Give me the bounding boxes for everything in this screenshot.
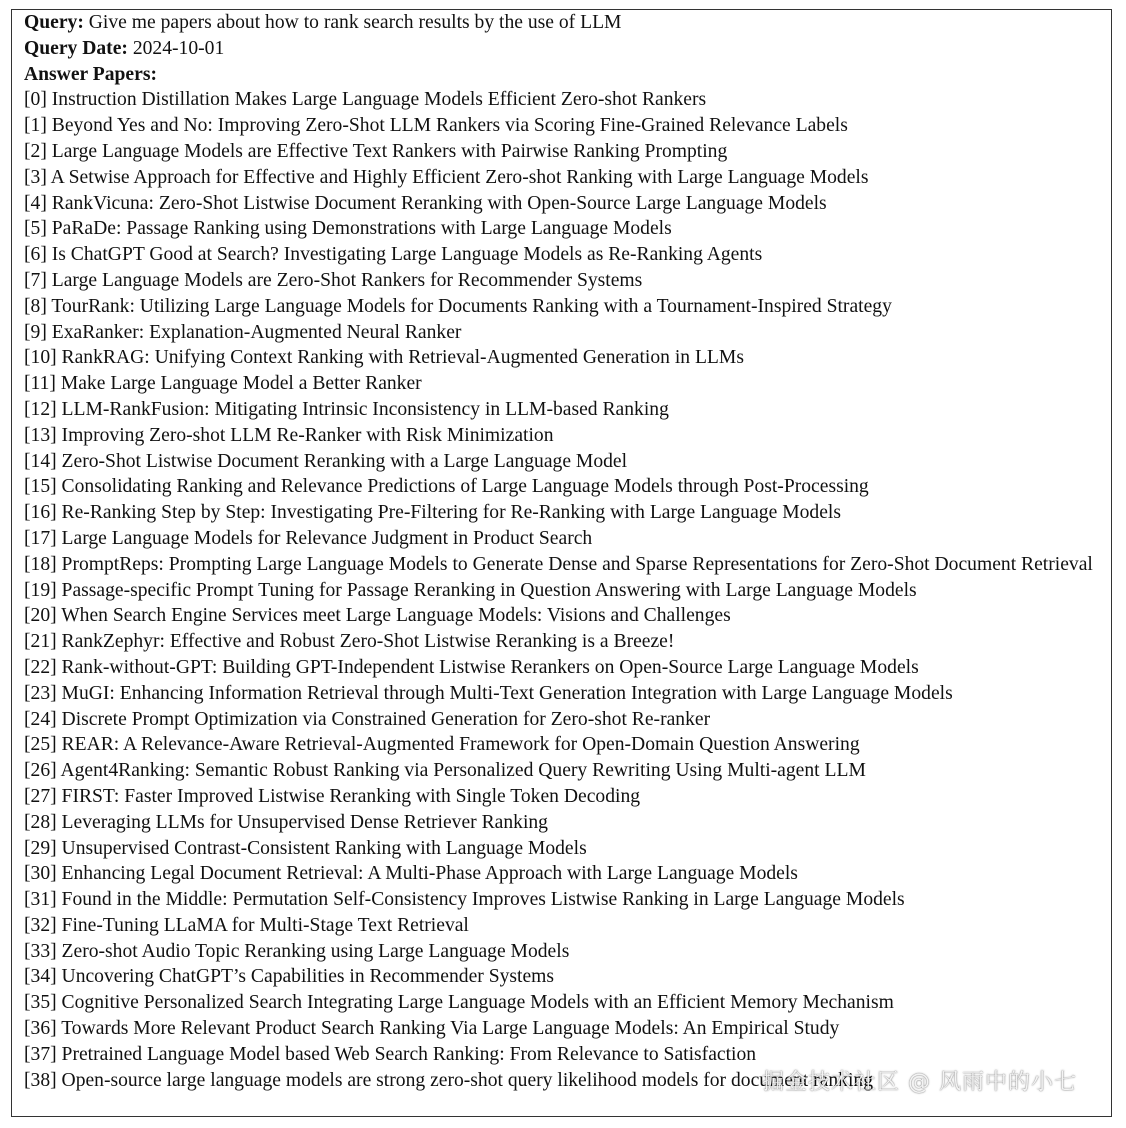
- query-line: [24, 10, 1106, 36]
- paper-item: [5] PaRaDe: Passage Ranking using Demonstrations with Large Language Models: [24, 218, 672, 240]
- paper-item: [13] Improving Zero-shot LLM Re-Ranker with Risk Minimization: [24, 424, 554, 446]
- query-date-line: [24, 36, 1106, 62]
- paper-item: [37] Pretrained Language Model based Web Search Ranking: From Relevance to Satisfaction: [24, 1043, 757, 1065]
- paper-item: [35] Cognitive Personalized Search Integrating Large Language Models with an Efficient Memory Mechanism: [24, 992, 894, 1014]
- paper-item: [3] A Setwise Approach for Effective and Highly Efficient Zero-shot Ranking with Large Language Models: [24, 166, 869, 188]
- paper-item: [0] Instruction Distillation Makes Large Language Models Efficient Zero-shot Rankers: [24, 89, 707, 111]
- paper-item: [7] Large Language Models are Zero-Shot Rankers for Recommender Systems: [24, 269, 643, 291]
- paper-item: [38] Open-source large language models are strong zero-shot query likelihood models for document ranking: [24, 1069, 873, 1091]
- paper-item: [11] Make Large Language Model a Better Ranker: [24, 373, 422, 395]
- query-date-text: 2024-10-01: [132, 37, 225, 59]
- paper-item: [36] Towards More Relevant Product Search Ranking Via Large Language Models: An Empirical Study: [24, 1018, 840, 1040]
- paper-item: [6] Is ChatGPT Good at Search? Investigating Large Language Models as Re-Ranking Agents: [24, 244, 763, 266]
- paper-item: [10] RankRAG: Unifying Context Ranking with Retrieval-Augmented Generation in LLMs: [24, 347, 744, 369]
- paper-item: [9] ExaRanker: Explanation-Augmented Neural Ranker: [24, 321, 462, 343]
- paper-item: [14] Zero-Shot Listwise Document Reranking with a Large Language Model: [24, 450, 628, 472]
- paper-item: [30] Enhancing Legal Document Retrieval: A Multi-Phase Approach with Large Language Models: [24, 863, 798, 885]
- watermark: 掘金技术社区 @ 风雨中的小七: [762, 1070, 1077, 1095]
- paper-item: [23] MuGI: Enhancing Information Retrieval through Multi-Text Generation Integration with Large Language Models: [24, 682, 953, 704]
- paper-item: [33] Zero-shot Audio Topic Reranking using Large Language Models: [24, 940, 570, 962]
- paper-item: [21] RankZephyr: Effective and Robust Zero-Shot Listwise Reranking is a Breeze!: [24, 631, 675, 653]
- answer-papers-label: Answer Papers:: [24, 63, 157, 85]
- paper-item: [25] REAR: A Relevance-Aware Retrieval-Augmented Framework for Open-Domain Question Answering: [24, 734, 860, 756]
- paper-item: [16] Re-Ranking Step by Step: Investigating Pre-Filtering for Re-Ranking with Large Language Models: [24, 502, 841, 524]
- paper-item: [15] Consolidating Ranking and Relevance Predictions of Large Language Models through Post-Processing: [24, 476, 869, 498]
- paper-item: [24] Discrete Prompt Optimization via Constrained Generation for Zero-shot Re-ranker: [24, 708, 711, 730]
- paper-item: [12] LLM-RankFusion: Mitigating Intrinsic Inconsistency in LLM-based Ranking: [24, 398, 669, 420]
- paper-item: [22] Rank-without-GPT: Building GPT-Independent Listwise Rerankers on Open-Source Large Language Models: [24, 656, 919, 678]
- paper-item: [27] FIRST: Faster Improved Listwise Reranking with Single Token Decoding: [24, 785, 641, 807]
- paper-item: [26] Agent4Ranking: Semantic Robust Ranking via Personalized Query Rewriting Using Multi-agent LLM: [24, 760, 866, 782]
- paper-item: [20] When Search Engine Services meet Large Language Models: Visions and Challenges: [24, 605, 731, 627]
- paper-item: [1] Beyond Yes and No: Improving Zero-Shot LLM Rankers via Scoring Fine-Grained Relevance Labels: [24, 115, 848, 137]
- paper-list: [24, 87, 1106, 1093]
- paper-item: [17] Large Language Models for Relevance Judgment in Product Search: [24, 527, 593, 549]
- paper-item: [8] TourRank: Utilizing Large Language Models for Documents Ranking with a Tournament-Inspired Strategy: [24, 295, 892, 317]
- paper-item: [19] Passage-specific Prompt Tuning for Passage Reranking in Question Answering with Large Language Models: [24, 579, 917, 601]
- paper-item: [4] RankVicuna: Zero-Shot Listwise Document Reranking with Open-Source Large Language Models: [24, 192, 827, 214]
- paper-item: [18] PromptReps: Prompting Large Language Models to Generate Dense and Sparse Representations for Zero-Shot Document Retrieval: [24, 553, 1093, 575]
- paper-item: [29] Unsupervised Contrast-Consistent Ranking with Language Models: [24, 837, 587, 859]
- paper-item: [34] Uncovering ChatGPT’s Capabilities in Recommender Systems: [24, 966, 555, 988]
- paper-item: [28] Leveraging LLMs for Unsupervised Dense Retriever Ranking: [24, 811, 548, 833]
- answer-papers-line: [24, 62, 1106, 88]
- query-date-label: Query Date:: [24, 37, 128, 59]
- document-content: [24, 10, 1106, 1093]
- query-text: Give me papers about how to rank search results by the use of LLM: [88, 12, 622, 33]
- paper-item: [2] Large Language Models are Effective Text Rankers with Pairwise Ranking Prompting: [24, 140, 728, 162]
- document-frame: [11, 9, 1112, 1117]
- paper-item: [32] Fine-Tuning LLaMA for Multi-Stage Text Retrieval: [24, 914, 469, 936]
- paper-item: [31] Found in the Middle: Permutation Self-Consistency Improves Listwise Ranking in Large Language Models: [24, 889, 905, 911]
- query-label: Query:: [24, 12, 84, 33]
